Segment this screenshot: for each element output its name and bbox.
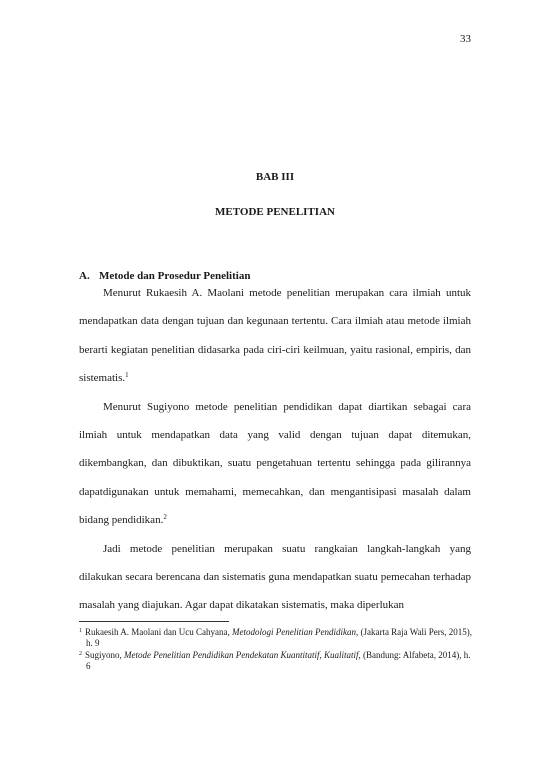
footnote-1-author: Rukaesih A. Maolani dan Ucu Cahyana, bbox=[85, 627, 232, 637]
section-letter: A. bbox=[79, 270, 90, 282]
paragraph-3 bbox=[79, 535, 471, 620]
footnote-1-title: Metodologi Penelitian Pendidikan bbox=[231, 627, 356, 637]
footnote-1 bbox=[79, 627, 474, 649]
chapter-title: METODE PENELITIAN bbox=[215, 206, 335, 218]
footnote-2-title: Metode Penelitian Pendidikan Pendekatan Kuantitatif, Kualitatif, bbox=[124, 650, 361, 660]
footnote-2-number: 2 bbox=[79, 651, 82, 657]
footnote-1-publisher: , (Jakarta Raja Wali Pers, 2015), h. 9 bbox=[86, 627, 473, 648]
page-number: 33 bbox=[460, 33, 471, 45]
paragraph-2 bbox=[79, 393, 471, 535]
footnotes bbox=[79, 627, 474, 673]
body-text bbox=[79, 279, 471, 620]
paragraph-2-text: Menurut Sugiyono metode penelitian pendidikan dapat diartikan sebagai cara ilmiah untuk mendapatkan data yang valid dengan tujuan dapat ditemukan, dikembangkan, dan dibuktikan, suatu pengetahuan tertentu sehingga pada gilirannya dapatdigunakan untuk memahami, memecahkan, dan mengantisipasi masalah dalam bidang pendidikan. bbox=[79, 400, 471, 527]
paragraph-1 bbox=[79, 279, 471, 393]
footnote-ref-2: 2 bbox=[163, 513, 167, 522]
footnote-ref-1: 1 bbox=[125, 371, 129, 380]
chapter-label: BAB III bbox=[255, 171, 295, 183]
footnote-2-publisher: (Bandung: Alfabeta, 2014), h. 6 bbox=[86, 650, 471, 671]
paragraph-1-text: Menurut Rukaesih A. Maolani metode penelitian merupakan cara ilmiah untuk mendapatkan data dengan tujuan dan kegunaan tertentu. Cara ilmiah atau metode ilmiah berarti kegiatan penelitian didasarka pada ciri-ciri keilmuan, yaitu rasional, empiris, dan sistematis. bbox=[79, 287, 471, 385]
paragraph-3-text: Jadi metode penelitian merupakan suatu rangkaian langkah-langkah yang dilakukan secara berencana dan sistematis guna mendapatkan suatu pemecahan terhadap masalah yang diajukan. Agar dapat dikatakan sistematis, maka diperlukan bbox=[79, 542, 471, 612]
footnote-1-number: 1 bbox=[79, 628, 82, 634]
footnote-2-author: Sugiyono, bbox=[85, 650, 125, 660]
footnote-separator bbox=[79, 621, 229, 622]
section-title: Metode dan Prosedur Penelitian bbox=[99, 270, 251, 282]
footnote-2 bbox=[79, 650, 474, 672]
